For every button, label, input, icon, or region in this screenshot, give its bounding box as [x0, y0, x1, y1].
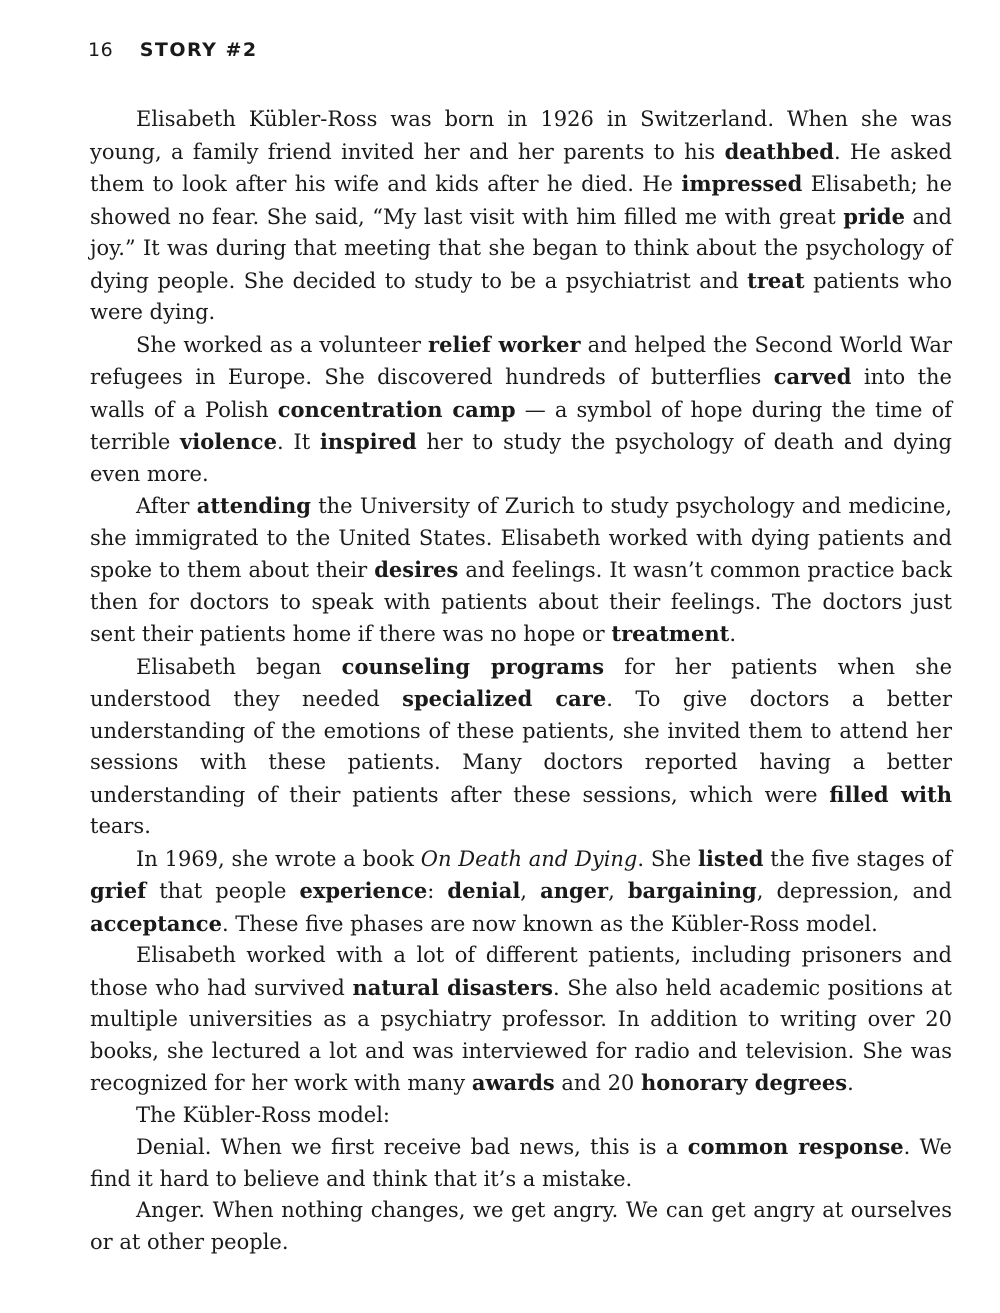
text-run: . She also held academic positions at multiple universities as a psychiatry professor. In addition to writing over 20 books, she lectured a lot and was interviewed for radio and television. She was recognized for her work with many — [90, 975, 952, 1095]
bold-term: concentration camp — [277, 396, 516, 422]
bold-term: common response — [687, 1134, 904, 1159]
bold-term: natural disasters — [352, 974, 554, 1000]
paragraph-denial — [90, 1131, 952, 1195]
text-run: . — [847, 1071, 854, 1095]
paragraph-university — [90, 490, 952, 651]
bold-term: deathbed — [724, 138, 834, 164]
text-run: for her patients when she understood they needed — [90, 654, 952, 711]
story-body — [90, 104, 952, 1258]
paragraph-counseling — [90, 651, 952, 843]
bold-term: honorary degrees — [640, 1070, 848, 1095]
bold-term: impressed — [681, 171, 803, 196]
text-run: Elisabeth; he showed no fear. She said, “My last visit with him filled me with great — [90, 172, 952, 229]
bold-term: anger — [540, 878, 609, 903]
text-run: . It — [276, 430, 320, 454]
paragraph-model-heading — [90, 1100, 952, 1132]
bold-term: filled with — [829, 781, 952, 807]
bold-term: awards — [471, 1070, 555, 1095]
text-run: Elisabeth worked with a lot of different patients, including prisoners and those who had survived — [90, 943, 952, 1000]
section-title: STORY #2 — [139, 39, 258, 61]
text-run: that people — [146, 879, 300, 903]
text-run: Anger. When nothing changes, we get angry. We can get angry at ourselves or at other people. — [90, 1198, 952, 1254]
text-run: and helped the Second World War refugees in Europe. She discovered hundreds of butterflies — [90, 332, 952, 389]
bold-term: relief worker — [428, 331, 581, 357]
text-run: patients who were dying. — [90, 268, 953, 324]
text-run: In 1969, she wrote a book — [136, 846, 421, 871]
paragraph-book — [90, 843, 952, 941]
bold-term: grief — [90, 878, 147, 903]
text-run: . — [729, 622, 737, 646]
bold-term: denial — [447, 878, 521, 903]
paragraph-anger — [90, 1195, 952, 1258]
text-run: tears. — [90, 814, 151, 838]
text-run: , depression, and — [756, 879, 952, 903]
text-run: — a symbol of hope during the time of terrible — [90, 397, 952, 454]
text-run: and feelings. It wasn’t common practice back then for doctors to speak with patients about their feelings. The doctors just sent their patients home if there was no hope or — [90, 558, 953, 646]
bold-term: experience — [299, 878, 428, 903]
text-run: : — [427, 879, 448, 903]
paragraph-relief-work — [90, 329, 952, 491]
bold-term: attending — [196, 493, 311, 518]
bold-term: bargaining — [627, 878, 757, 903]
text-run: Denial. When we first receive bad news, this is a — [136, 1135, 688, 1159]
text-run: , — [608, 879, 628, 903]
bold-term: listed — [697, 845, 764, 871]
paragraph-birth — [90, 104, 952, 329]
text-run: Elisabeth Kübler-Ross was born in 1926 in Switzerland. When she was young, a family friend invited her and her parents to his — [90, 107, 952, 164]
text-run: The Kübler-Ross model: — [136, 1102, 391, 1127]
text-run: her to study the psychology of death and dying even more. — [90, 430, 952, 486]
text-run: . We find it hard to believe and think that it’s a mistake. — [90, 1135, 952, 1191]
text-run: She worked as a volunteer — [136, 332, 429, 357]
bold-term: treatment — [611, 621, 730, 646]
bold-term: counseling programs — [341, 653, 605, 679]
bold-term: carved — [773, 364, 852, 389]
text-run: Elisabeth began — [136, 654, 342, 679]
text-run: the University of Zurich to study psychology and medicine, she immigrated to the United States. Elisabeth worked with dying patients and spoke to them about their — [90, 494, 952, 582]
bold-term: pride — [843, 203, 905, 229]
text-run: and joy.” It was during that meeting that she began to think about the psychology of dying people. She decided to study to be a psychiatrist and — [90, 204, 952, 293]
bold-term: treat — [747, 267, 805, 293]
bold-term: acceptance — [90, 910, 222, 936]
paragraph-career — [90, 940, 952, 1100]
text-run: . To give doctors a better understanding of the emotions of these patients, she invited them to attend her sessions with these patients. Many doctors reported having a better understanding of their patients after these sessions, which were — [90, 687, 952, 807]
running-head — [88, 39, 258, 61]
book-title: On Death and Dying — [420, 846, 638, 871]
text-run: . These five phases are now known as the Kübler-Ross model. — [221, 911, 878, 936]
text-run: After — [136, 494, 197, 518]
text-run: , — [520, 879, 541, 903]
text-run: . She — [637, 846, 698, 871]
text-run: the five stages of — [763, 846, 953, 871]
text-run: . He asked them to look after his wife and kids after he died. He — [90, 139, 952, 196]
text-run: and 20 — [554, 1071, 641, 1095]
bold-term: inspired — [319, 429, 417, 454]
bold-term: desires — [374, 557, 459, 582]
text-run: into the walls of a Polish — [90, 365, 952, 422]
bold-term: specialized care — [402, 686, 607, 711]
page-number: 16 — [88, 39, 114, 61]
bold-term: violence — [180, 429, 277, 454]
